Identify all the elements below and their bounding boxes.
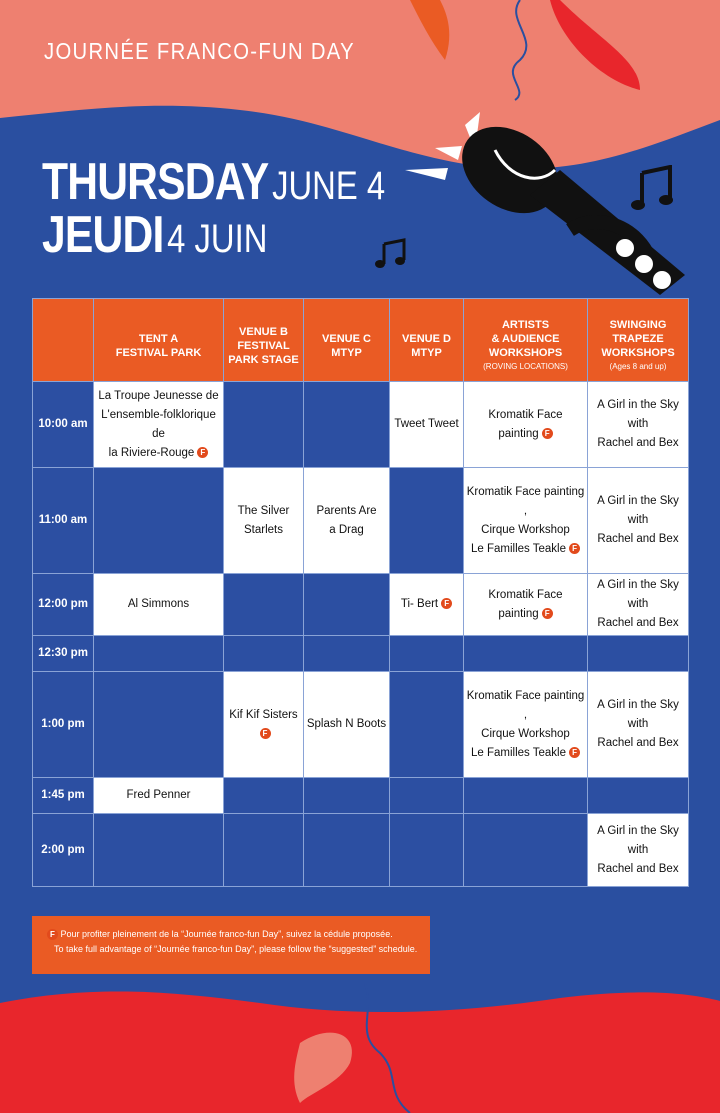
empty-cell [224,636,304,672]
event-cell [304,468,390,574]
event-name-line [94,387,223,406]
event-name-line [224,502,303,521]
time-slot: 1:00 pm [33,672,94,778]
footnote-french: F Pour profiter pleinement de la “Journée franco-fun Day”, suivez la cédule proposée. [44,927,430,942]
event-text: A Girl in the Sky with [597,399,679,430]
schedule-row [33,574,689,636]
time-slot: 1:45 pm [33,778,94,814]
empty-cell [588,636,689,672]
event-name-line [464,521,587,540]
heading-english [42,152,385,212]
column-header-line: VENUE C [322,333,371,345]
column-header-line: MTYP [331,347,362,359]
schedule-table [32,298,689,887]
event-text: Kromatik Face [488,408,563,421]
flag-icon: F [569,543,580,554]
event-text: A Girl in the Sky with [597,699,679,730]
empty-cell [94,636,224,672]
empty-cell [304,778,390,814]
event-text: Le Familles Teakle [470,746,567,759]
empty-cell [224,382,304,468]
event-cell [390,382,464,468]
header-row [33,299,689,382]
column-header [390,299,464,382]
event-name-line [588,576,688,614]
event-cell [588,382,689,468]
event-text: painting [498,427,539,440]
time-slot: 12:00 pm [33,574,94,636]
schedule-row [33,468,689,574]
footnote-box [32,916,430,974]
event-name-line [588,614,688,633]
event-text: Cirque Workshop [481,727,570,740]
event-text: Rachel and Bex [597,437,679,449]
time-column-header [33,299,94,382]
music-note-icon [630,165,675,213]
column-header-line: VENUE D [402,333,451,345]
column-header-note: (ROVING LOCATIONS) [483,362,568,371]
event-name-line [224,521,303,540]
event-name-line [464,406,587,425]
column-header-line: FESTIVAL PARK [115,347,202,359]
event-text: Al Simmons [127,598,190,610]
event-cell [94,574,224,636]
event-text: Tweet Tweet [394,418,459,430]
empty-cell [390,814,464,887]
empty-cell [304,814,390,887]
event-name-line [464,744,587,763]
event-name-line [588,434,688,453]
event-name-line [224,706,303,725]
empty-cell [464,636,588,672]
event-name-line [588,696,688,734]
event-text: A Girl in the Sky with [597,495,679,526]
event-text: Cirque Workshop [481,523,570,536]
empty-cell [588,778,689,814]
column-header-line: WORKSHOPS [601,347,675,359]
event-cell [464,382,588,468]
event-text: Splash N Boots [306,718,387,730]
day-french: JEUDI [42,206,164,264]
flag-icon: F [260,728,271,739]
event-text: A Girl in the Sky with [597,824,679,856]
event-text: Ti- Bert [400,598,439,610]
event-name-line [464,586,587,605]
column-header-line: SWINGING [609,319,667,331]
empty-cell [390,672,464,778]
event-name-line [94,786,223,805]
event-text: Fred Penner [126,789,191,801]
event-cell [224,468,304,574]
time-slot: 2:00 pm [33,814,94,887]
flag-icon: F [569,747,580,758]
column-header-line: VENUE B [239,326,288,338]
event-text: Rachel and Bex [597,617,679,629]
event-text: a Drag [329,523,364,536]
flag-icon: F [441,598,452,609]
column-header-line: & AUDIENCE [491,333,560,345]
event-text: Rachel and Bex [597,737,679,749]
footnote-english: To take full advantage of “Journée franco-fun Day”, please follow the “suggested” schedule. [54,944,418,954]
event-cell [588,814,689,887]
event-name-line [464,425,587,444]
event-cell [304,672,390,778]
column-header [224,299,304,382]
empty-cell [94,814,224,887]
column-header-line: FESTIVAL [237,340,290,352]
event-text: Parents Are [316,504,377,517]
event-cell [94,382,224,468]
day-english: THURSDAY [42,153,269,211]
empty-cell [94,672,224,778]
empty-cell [390,468,464,574]
event-text: painting [498,607,539,620]
schedule-row [33,382,689,468]
event-text: La Troupe Jeunesse de [98,389,219,402]
column-header [464,299,588,382]
flag-icon: F [197,447,208,458]
event-cell [588,468,689,574]
event-cell [224,672,304,778]
column-header [304,299,390,382]
column-header-line: MTYP [411,347,442,359]
event-text: Kif Kif Sisters [229,708,298,721]
empty-cell [464,778,588,814]
empty-cell [304,636,390,672]
bottom-wave-decoration [0,983,720,1113]
event-name-line [390,415,463,434]
empty-cell [464,814,588,887]
column-header-line: WORKSHOPS [488,347,563,359]
heading-french [42,205,267,265]
flag-line [224,725,303,744]
schedule-row [33,778,689,814]
empty-cell [224,778,304,814]
event-name-line [588,860,688,879]
empty-cell [390,636,464,672]
event-name-line [588,492,688,530]
event-text: Le Familles Teakle [470,542,567,555]
event-text: The Silver [237,504,290,517]
time-slot: 10:00 am [33,382,94,468]
event-cell [588,574,689,636]
event-cell [390,574,464,636]
event-title: JOURNÉE FRANCO-FUN DAY [44,38,355,64]
event-cell [464,672,588,778]
time-slot: 12:30 pm [33,636,94,672]
column-header [94,299,224,382]
event-name-line [464,605,587,624]
event-text: Kromatik Face painting , [466,485,585,517]
empty-cell [304,574,390,636]
schedule-row [33,814,689,887]
event-name-line [588,396,688,434]
event-name-line [94,406,223,444]
column-header-line: ARTISTS [501,319,550,331]
empty-cell [390,778,464,814]
column-header-note: (Ages 8 and up) [609,362,667,371]
event-text: Kromatik Face painting , [466,689,585,721]
event-text: L'ensemble-folklorique de [101,408,216,440]
empty-cell [94,468,224,574]
event-cell [94,778,224,814]
empty-cell [224,814,304,887]
column-header [588,299,689,382]
event-name-line [464,687,587,725]
event-name-line [94,595,223,614]
empty-cell [304,382,390,468]
event-text: la Riviere-Rouge [108,446,195,459]
event-name-line [304,502,389,521]
schedule-row [33,636,689,672]
event-text: Rachel and Bex [597,862,679,875]
music-note-small-icon [374,238,408,270]
event-text: Kromatik Face [488,588,563,601]
event-name-line [588,734,688,753]
column-header-line: TRAPEZE [612,333,664,345]
flag-icon: F [47,929,58,940]
event-name-line [588,822,688,860]
date-french: 4 JUIN [167,217,268,261]
schedule-row [33,672,689,778]
date-english: JUNE 4 [272,164,386,208]
event-text: Rachel and Bex [597,533,679,545]
event-cell [588,672,689,778]
event-name-line [94,444,223,463]
event-name-line [464,725,587,744]
empty-cell [224,574,304,636]
time-slot: 11:00 am [33,468,94,574]
event-name-line [464,483,587,521]
event-cell [464,468,588,574]
event-name-line [304,521,389,540]
flag-icon: F [542,428,553,439]
event-text: Starlets [244,523,283,536]
event-name-line [464,540,587,559]
column-header-line: TENT A [138,333,179,345]
event-cell [464,574,588,636]
column-header-line: PARK STAGE [228,354,299,366]
flag-icon: F [542,608,553,619]
event-text: A Girl in the Sky with [597,579,679,610]
event-name-line [588,530,688,549]
event-name-line [390,595,463,614]
event-name-line [304,715,389,734]
